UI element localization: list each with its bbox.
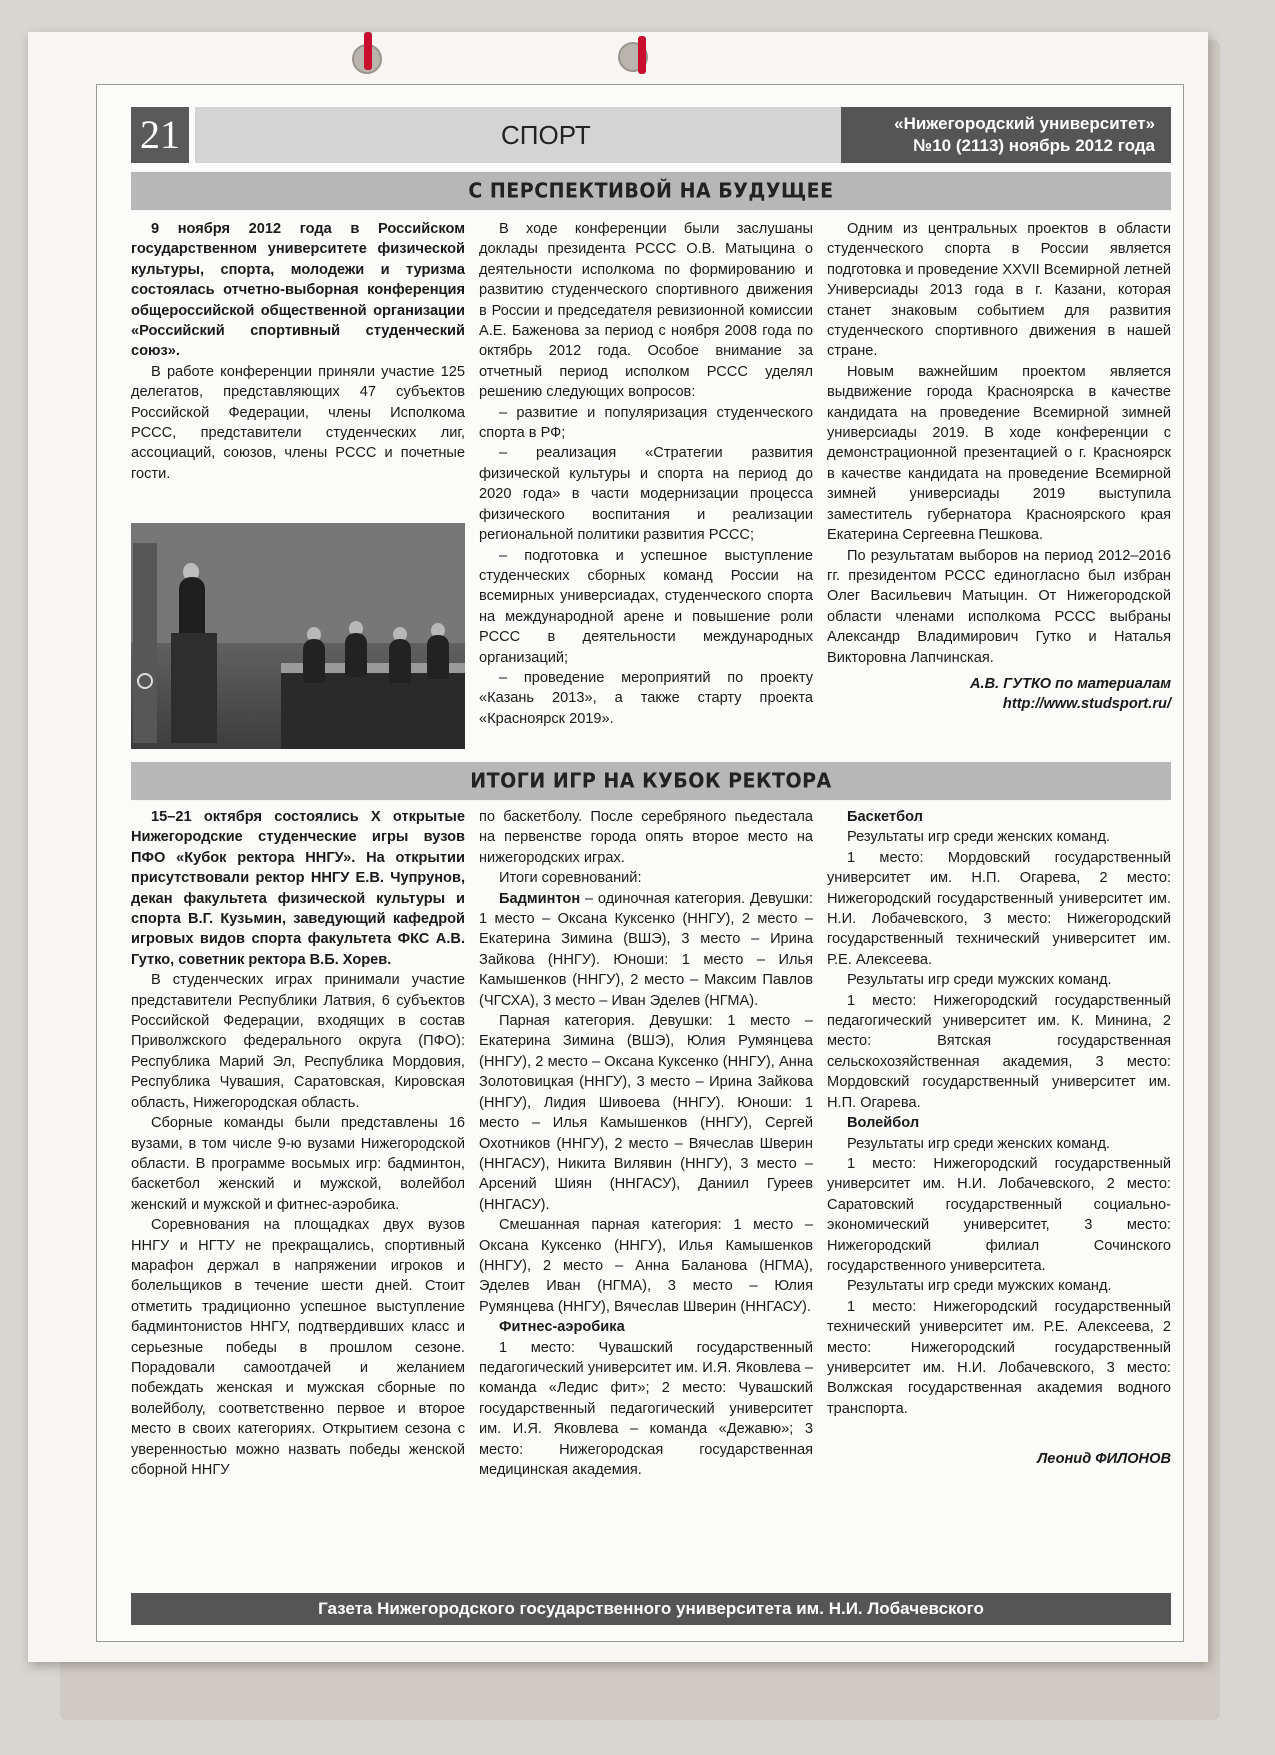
article2-author: Леонид ФИЛОНОВ [1037, 1451, 1171, 1468]
basketball-women-heading: Результаты игр среди женских команд. [847, 829, 1111, 846]
volleyball-women-results: 1 место: Нижегородский государственный университет им. Н.И. Лобачевского, 2 место: Саратовский государственный социально-экономический университет, 3 место: Нижегородский филиал Сочинского государственного университета. [827, 1155, 1171, 1274]
photo-speaker [179, 577, 205, 641]
basketball-men-heading: Результаты игр среди мужских команд. [847, 972, 1112, 989]
binding-ribbon-right [638, 36, 646, 74]
article1-paragraph: В работе конференции приняли участие 125 делегатов, представляющих 47 субъектов Российской Федерации, члены Исполкома РССС, представители студенческих лиг, ассоциаций, союзов, члены РССС и почетные гости. [131, 363, 465, 482]
volleyball-men-heading: Результаты игр среди мужских команд. [847, 1278, 1112, 1295]
results-heading: Итоги соревнований: [499, 870, 642, 887]
article1-paragraph: Новым важнейшим проектом является выдвижение города Красноярска в качестве кандидата на проведение Всемирной зимней универсиады 2019. В ходе конференции с демонстрационной презентацией о г. Красноярск в качестве кандидата на проведение Всемирной зимней универсиады 2019 выступила заместитель губернатора Красноярского края Екатерина Сергеевна Пешкова. [827, 363, 1171, 544]
section-name: СПОРТ [195, 107, 885, 163]
fitness-heading: Фитнес-аэробика [499, 1319, 625, 1336]
article2-paragraph: Сборные команды были представлены 16 вузами, в том числе 9-ю вузами Нижегородской области. В программе восьмых игр: бадминтон, баскетбол женский и мужской, волейбол женский и мужской и фитнес-аэробика. [131, 1115, 465, 1213]
article2-column-1 [131, 807, 465, 1480]
photo-person [427, 635, 449, 679]
basketball-men-results: 1 место: Нижегородский государственный педагогический университет им. К. Минина, 2 место: Вятская государственная сельскохозяйственная академия, 3 место: Мордовский государственный университет им. Н.П. Огарева. [827, 992, 1171, 1111]
article2-paragraph: В студенческих играх принимали участие представители Республики Латвия, 6 субъектов Российской Федерации, входящих в состав Приволжского федерального округа (ПФО): Республика Марий Эл, Республика Мордовия, Республика Чувашия, Саратовская, Кировская область, Нижегородская область. [131, 972, 465, 1111]
issue-number: №10 (2113) ноябрь 2012 года [913, 136, 1155, 155]
article1-column-3 [827, 219, 1171, 715]
masthead [131, 107, 1171, 163]
article1-paragraph: Одним из центральных проектов в области студенческого спорта в России является подготовка и проведение XXVII Всемирной летней Универсиады 2013 года в г. Казани, которая станет знаковым событием для развития студенческого спортивного движения в нашей стране. [827, 221, 1171, 360]
badminton-label: Бадминтон [499, 890, 581, 907]
photo-person [345, 633, 367, 677]
footer-band: Газета Нижегородского государственного университета им. Н.И. Лобачевского [131, 1593, 1171, 1625]
page-number: 21 [131, 107, 189, 163]
volleyball-women-heading: Результаты игр среди женских команд. [847, 1135, 1111, 1152]
fitness-results: 1 место: Чувашский государственный педагогический университет им. И.Я. Яковлева – команда «Ледис фит»; 2 место: Чувашский государственный педагогический университет им. И.Я. Яковлева – команда «Дежавю»; 3 место: Нижегородская государственная медицинская академия. [479, 1339, 813, 1478]
article1-lead: 9 ноября 2012 года в Российском государственном университете физической культуры, спорта, молодежи и туризма состоялась отчетно-выборная конференция общероссийской общественной организации «Российский спортивный студенческий союз». [131, 221, 465, 360]
badminton-pairs: Парная категория. Девушки: 1 место – Екатерина Зимина (ВШЭ), Юлия Румянцева (ННГУ), 2 место – Оксана Куксенко (ННГУ), Анна Золотовицкая (ННГУ), 3 место – Ирина Зайкова (ННГУ), Лидия Шивоева (ННГУ). Юноши: 1 место – Илья Камышенков (ННГУ), Сергей Охотников (ННГУ), 2 место – Вячеслав Шверин (ННГАСУ), Никита Вилявин (ННГУ), 3 место – Арсений Шиян (ННГАСУ), Даниил Гуреев (ННГАСУ). [479, 1013, 813, 1213]
article1-paragraph: В ходе конференции были заслушаны доклады президента РССС О.В. Матыцина о деятельности исполкома по формированию и развитию студенческого спортивного движения в России и председателя ревизионной комиссии А.Е. Баженова за период с ноября 2008 года по октябрь 2012 года. Особое внимание за отчетный период исполком РССС уделял решению следующих вопросов: [479, 221, 813, 401]
article1-author: А.В. ГУТКО по материалам [970, 675, 1171, 692]
article1-source-link: http://www.studsport.ru/ [1002, 696, 1171, 713]
binding-ribbon-left [364, 32, 372, 70]
article2-column-3 [827, 807, 1171, 1470]
conference-photo [131, 523, 465, 749]
article2-paragraph: Соревнования на площадках двух вузов ННГУ и НГТУ не прекращались, спортивный марафон держал в напряжении игроков и болельщиков в течение шести дней. Стоит отметить традиционно успешное выступление бадминтонистов ННГУ, подтвердивших класс и серьезные победы в прошлом сезоне. Порадовали самоотдачей и желанием побеждать женская и мужская сборные по волейболу, соответственно первое и второе место в своих категориях. Открытием сезона с уверенностью можно назвать победы женской сборной ННГУ [131, 1217, 465, 1478]
badminton-results [479, 889, 813, 1011]
basketball-women-results: 1 место: Мордовский государственный университет им. Н.П. Огарева, 2 место: Нижегородский государственный университет им. Н.И. Лобачевского, 3 место: Нижегородский государственный технический университет им. Р.Е. Алексеева. [827, 849, 1171, 968]
newspaper-page [96, 84, 1184, 1642]
photo-person [389, 639, 411, 683]
article2-title: ИТОГИ ИГР НА КУБОК РЕКТОРА [131, 762, 1171, 800]
article1-column-2 [479, 219, 813, 729]
photo-logo-icon [137, 673, 153, 689]
photo-banner [133, 543, 157, 743]
article2-paragraph: по баскетболу. После серебряного пьедестала на первенстве города опять второе место на нижегородских играх. [479, 809, 813, 866]
paper-issue-block [841, 107, 1171, 163]
article1-column-1 [131, 219, 465, 484]
volleyball-heading: Волейбол [847, 1115, 920, 1132]
article1-list-item: – реализация «Стратегии развития физической культуры и спорта на период до 2020 года» в части модернизации процесса физического воспитания и реализации региональной политики развития РССС; [479, 445, 813, 544]
photo-podium [171, 633, 217, 743]
photo-person [303, 639, 325, 683]
article2-lead: 15–21 октября состоялись X открытые Нижегородские студенческие игры вузов ПФО «Кубок ректора ННГУ». На открытии присутствовали ректор ННГУ Е.В. Чупрунов, декан факультета физической культуры и спорта В.Г. Кузьмин, заведующий кафедрой игровых видов спорта факультета ФКС А.В. Гутко, советник ректора В.Б. Хорев. [131, 809, 465, 968]
paper-title: «Нижегородский университет» [894, 114, 1155, 133]
article1-list-item: – развитие и популяризация студенческого спорта в РФ; [479, 404, 813, 442]
article1-list-item: – проведение мероприятий по проекту «Казань 2013», а также старту проекта «Красноярск 2019». [479, 669, 813, 727]
basketball-heading: Баскетбол [847, 809, 923, 825]
article1-title: С ПЕРСПЕКТИВОЙ НА БУДУЩЕЕ [131, 172, 1171, 210]
badminton-mixed: Смешанная парная категория: 1 место – Оксана Куксенко (ННГУ), Илья Камышенков (ННГУ), 2 место – Анна Баланова (НГМА), Эделев Иван (НГМА), 3 место – Юлия Румянцева (ННГУ), Вячеслав Шверин (ННГАСУ). [479, 1217, 813, 1315]
article2-column-2 [479, 807, 813, 1480]
article1-list-item: – подготовка и успешное выступление студенческих сборных команд России на всемирных универсиадах, студенческого спорта на международной арене и повышение роли РССС в деятельности международных организаций; [479, 547, 813, 666]
volleyball-men-results: 1 место: Нижегородский государственный технический университет им. Р.Е. Алексеева, 2 место: Нижегородский государственный университет им. Н.И. Лобачевского, 3 место: Волжская государственная академия водного транспорта. [827, 1298, 1171, 1417]
photo-presidium-table [281, 673, 465, 749]
badminton-singles-text: – одиночная категория. Девушки: 1 место – Оксана Куксенко (ННГУ), 2 место – Екатерина Зимина (ВШЭ), 3 место – Ирина Зайкова (ННГУ). Юноши: 1 место – Илья Камышенков (ННГУ), 2 место – Максим Павлов (ЧГСХА), 3 место – Иван Эделев (НГМА). [479, 890, 813, 1009]
article1-paragraph: По результатам выборов на период 2012–2016 гг. президентом РССС единогласно был избран Олег Васильевич Матыцин. От Нижегородской области членами исполкома РССС выбраны Александр Владимирович Гутко и Наталья Викторовна Лапчинская. [827, 547, 1171, 666]
